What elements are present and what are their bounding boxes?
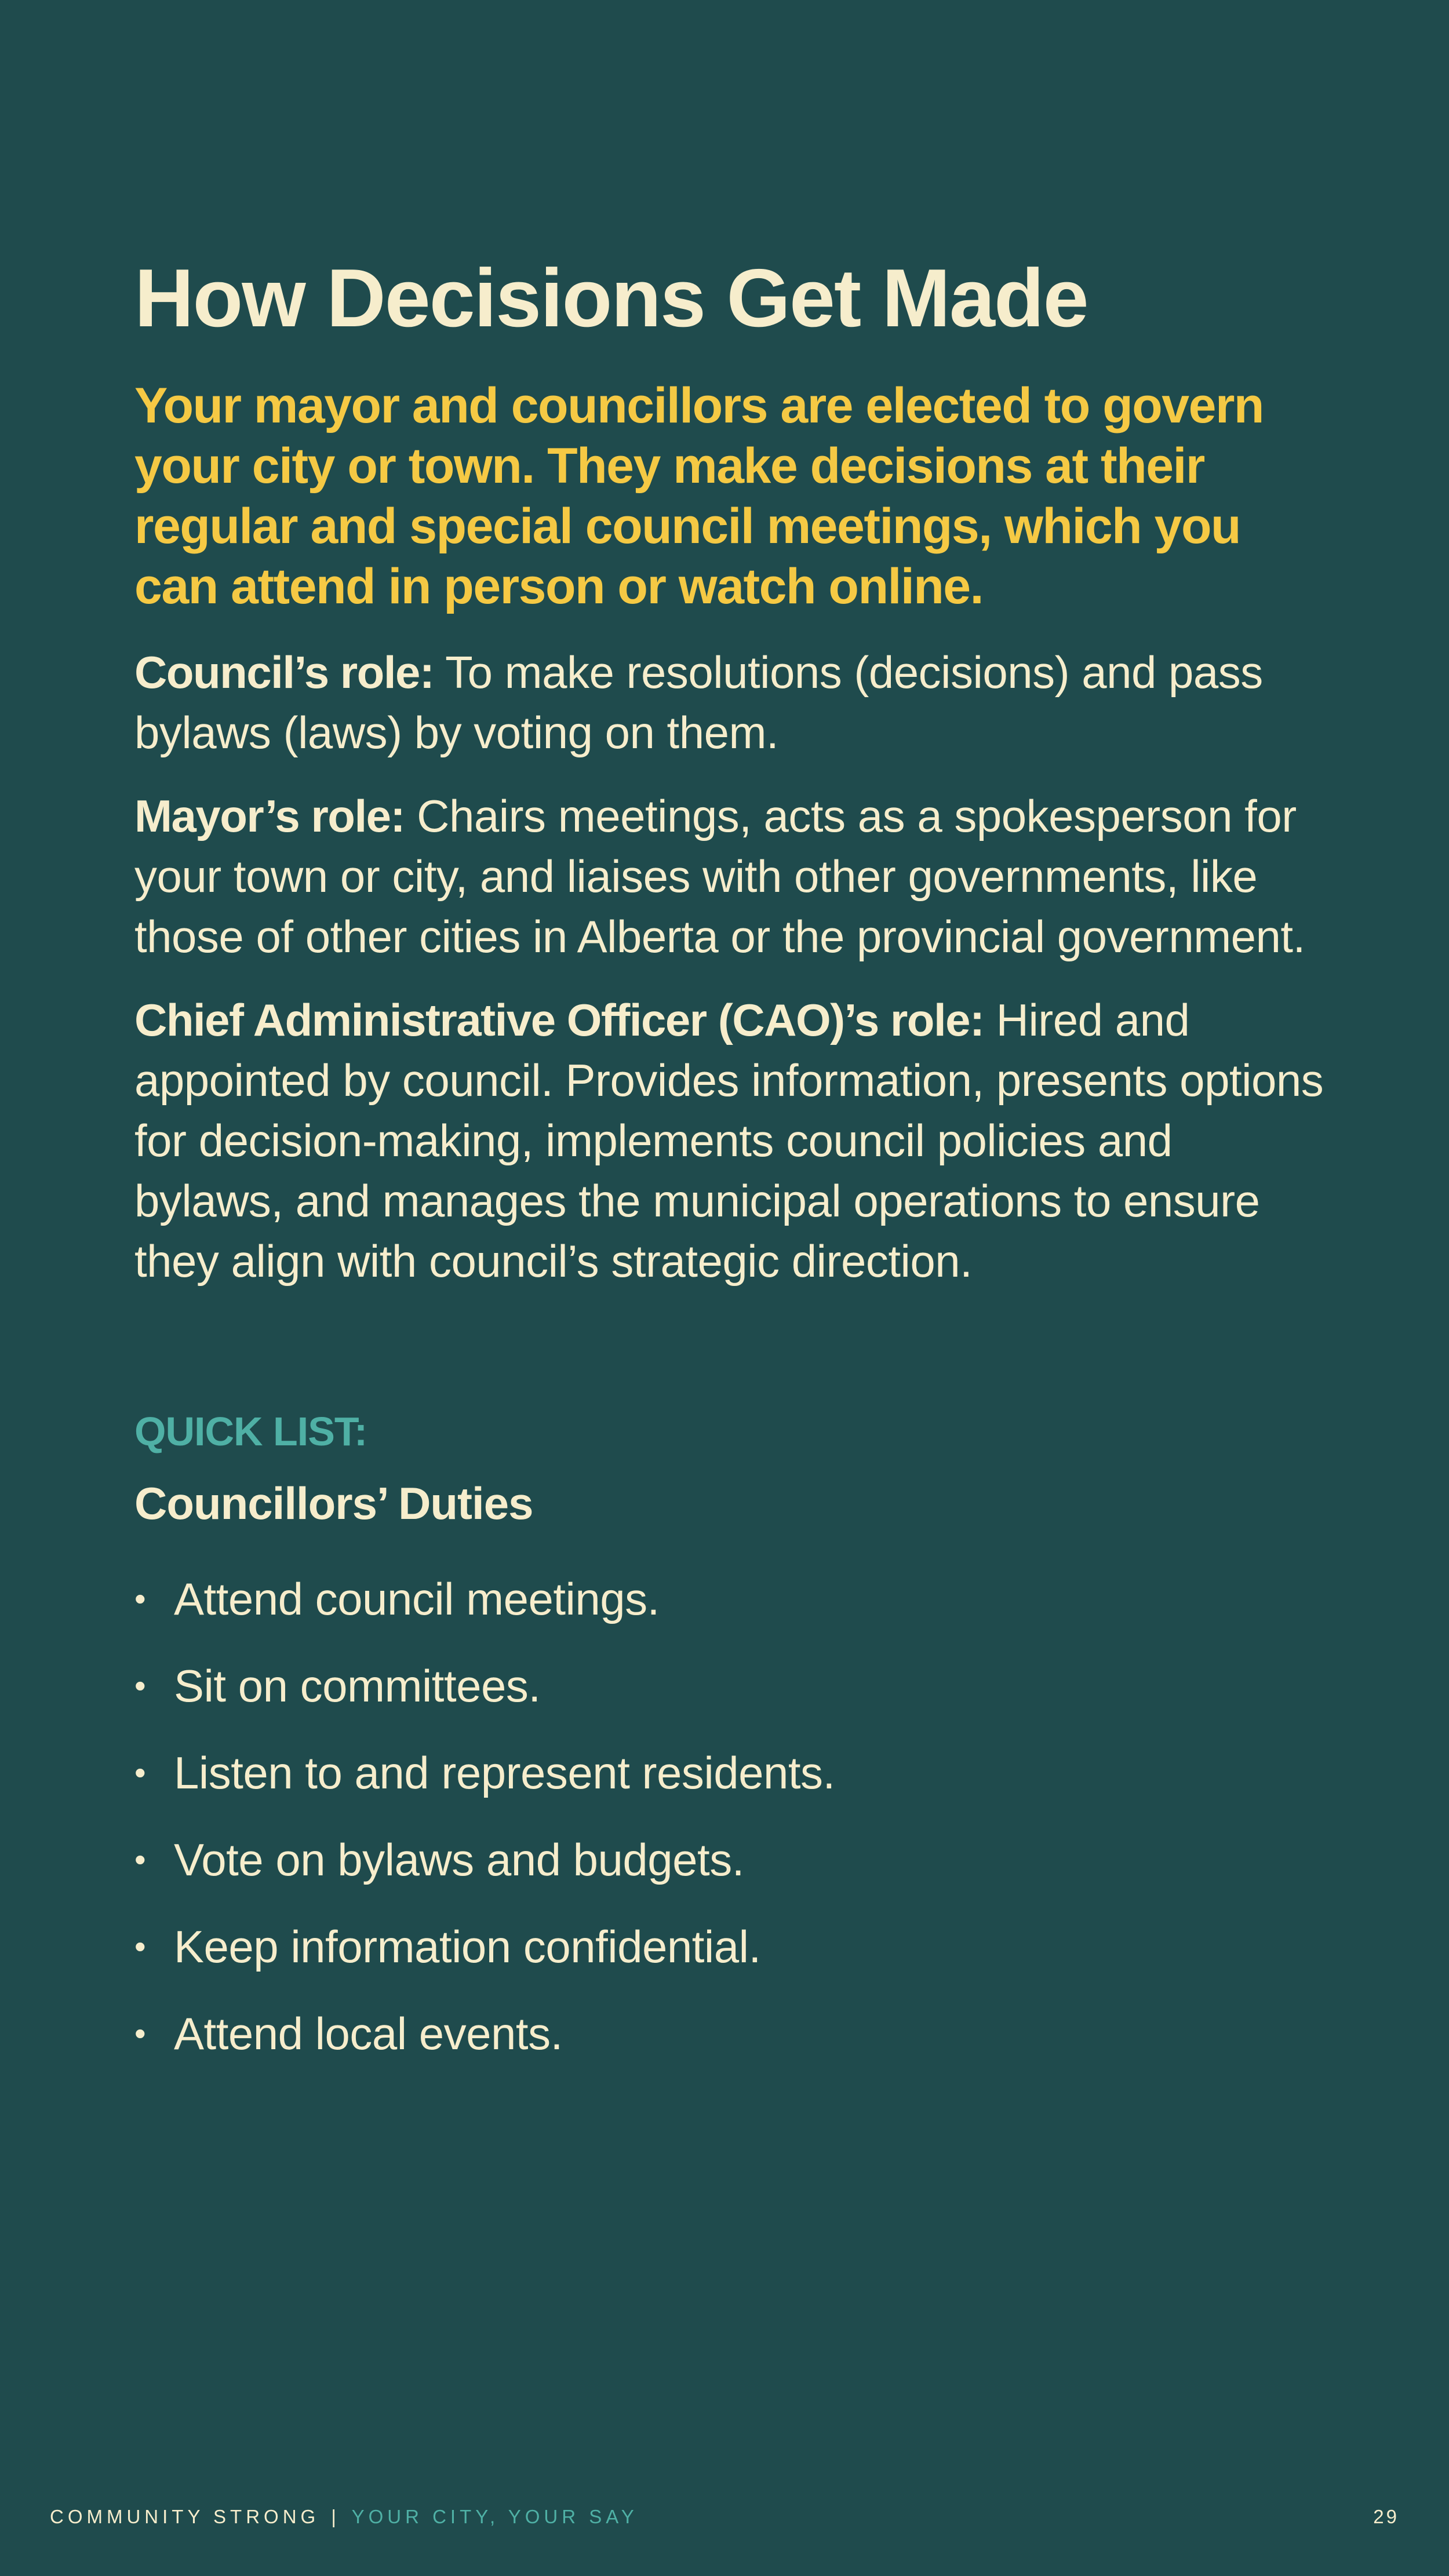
list-item-text: Attend local events. (174, 2008, 563, 2059)
mayor-role-text: Chairs meetings, acts as a spokesperson for your town or city, and liaises with other governments, like those of other cities in Alberta or the provincial government. (134, 790, 1305, 962)
council-role-paragraph (134, 642, 1328, 763)
list-item (134, 1642, 1328, 1729)
mayor-role-label: Mayor’s role: (134, 790, 405, 841)
bullet-icon: • (134, 1928, 146, 1965)
bullet-icon: • (134, 1841, 146, 1878)
list-item (134, 1816, 1328, 1903)
bullet-icon: • (134, 1580, 146, 1617)
list-item (134, 1990, 1328, 2077)
duties-heading: Councillors’ Duties (134, 1478, 533, 1529)
list-item-text: Sit on committees. (174, 1660, 541, 1711)
cao-role-text: Hired and appointed by council. Provides information, presents options for decision-making, implements council policies and bylaws, and manages the municipal operations to ensure they align with council’s strategic direction. (134, 994, 1324, 1287)
footer-tagline: YOUR CITY, YOUR SAY (351, 2506, 638, 2527)
cao-role-label: Chief Administrative Officer (CAO)’s role: (134, 994, 984, 1045)
council-role-label: Council’s role: (134, 647, 434, 698)
footer-separator: | (331, 2506, 340, 2527)
council-role-text: To make resolutions (decisions) and pass bylaws (laws) by voting on them. (134, 647, 1263, 758)
main-content (134, 249, 1328, 2077)
quick-list-kicker: QUICK LIST: (134, 1409, 367, 1454)
list-item (134, 1729, 1328, 1816)
list-item-text: Listen to and represent residents. (174, 1747, 835, 1798)
page-title: How Decisions Get Made (134, 252, 1088, 344)
list-item-text: Vote on bylaws and budgets. (174, 1834, 744, 1885)
list-item (134, 1555, 1328, 1642)
footer-brand: COMMUNITY STRONG (50, 2506, 320, 2527)
bullet-icon: • (134, 2015, 146, 2052)
page-number: 29 (1373, 2506, 1399, 2527)
mayor-role-paragraph (134, 786, 1328, 967)
cao-role-paragraph (134, 990, 1328, 1291)
list-item-text: Attend council meetings. (174, 1573, 660, 1624)
bullet-icon: • (134, 1754, 146, 1791)
lead-paragraph: Your mayor and councillors are elected to govern your city or town. They make decisions at their regular and special council meetings, which you can attend in person or watch online. (134, 378, 1264, 614)
list-item-text: Keep information confidential. (174, 1921, 761, 1972)
list-item (134, 1903, 1328, 1990)
bullet-icon: • (134, 1667, 146, 1704)
duties-list (134, 1555, 1328, 2077)
page-footer (50, 2502, 1399, 2531)
